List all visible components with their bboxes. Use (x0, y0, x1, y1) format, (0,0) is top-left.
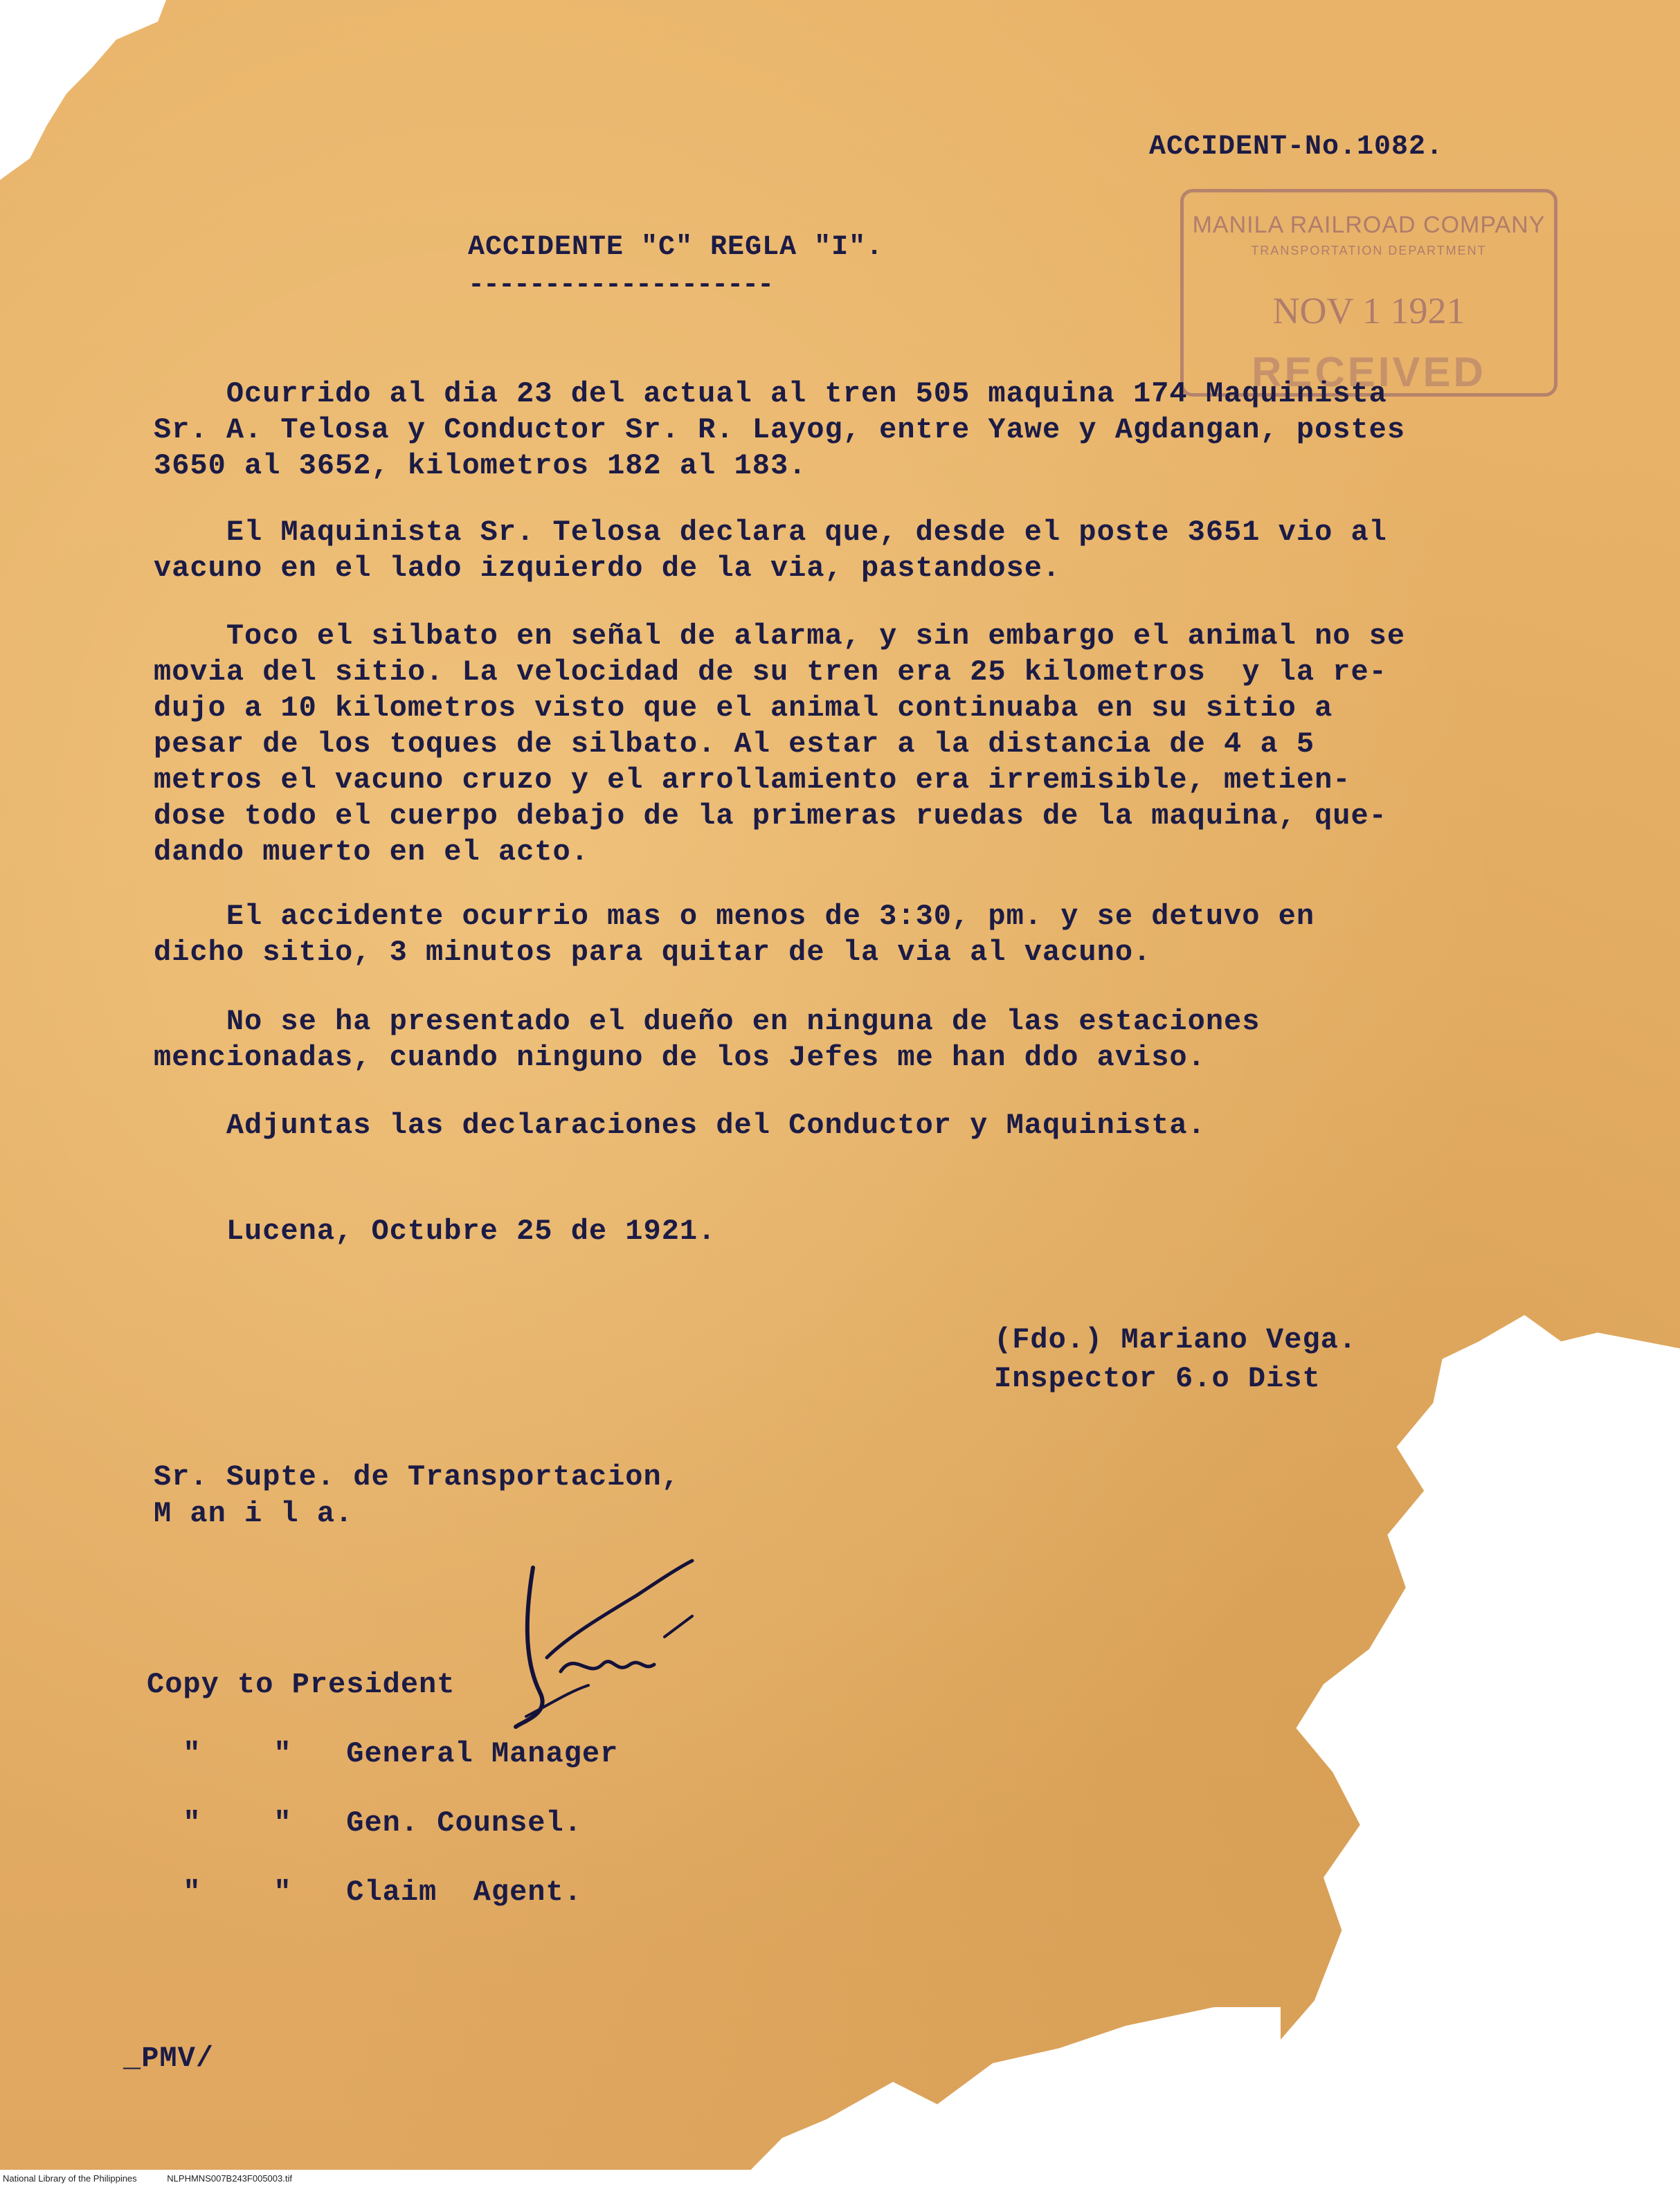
scan-footer (0, 2170, 1680, 2188)
copy-item: " " Gen. Counsel. (147, 1806, 582, 1840)
paragraph-1-line: Sr. A. Telosa y Conductor Sr. R. Layog, entre Yawe y Agdangan, postes (154, 413, 1406, 446)
document-heading: ACCIDENTE "C" REGLA "I". (468, 232, 884, 263)
paragraph-5-line: No se ha presentado el dueño en ninguna de las estaciones (154, 1005, 1261, 1038)
addressee-line-1: Sr. Supte. de Transportacion, (154, 1460, 680, 1494)
torn-edge-top-left (0, 0, 166, 180)
signed-by: (Fdo.) Mariano Vega. (994, 1323, 1357, 1357)
received-stamp (1180, 189, 1557, 397)
torn-edge-right (1232, 1315, 1680, 2194)
stamp-department: TRANSPORTATION DEPARTMENT (1251, 244, 1487, 257)
paragraph-2-line: El Maquinista Sr. Telosa declara que, desde el poste 3651 vio al (154, 516, 1387, 549)
handwritten-initials-icon (485, 1554, 713, 1748)
footer-file: NLPHMNS007B243F005003.tif (167, 2173, 292, 2184)
paragraph-2-line: vacuno en el lado izquierdo de la via, pastandose. (154, 552, 1061, 585)
stamp-date: NOV 1 1921 (1272, 290, 1465, 332)
copy-item: " " Claim Agent. (147, 1876, 582, 1909)
paragraph-5-line: mencionadas, cuando ninguno de los Jefes me han ddo aviso. (154, 1041, 1206, 1074)
paragraph-3-line: dose todo el cuerpo debajo de la primeras ruedas de la maquina, que- (154, 799, 1387, 833)
torn-edge-bottom (727, 2007, 1281, 2194)
paragraph-4-line: El accidente ocurrio mas o menos de 3:30, pm. y se detuvo en (154, 900, 1315, 933)
paragraph-1-line: 3650 al 3652, kilometros 182 al 183. (154, 449, 807, 482)
paragraph-3-line: dando muerto en el acto. (154, 835, 589, 869)
copy-to-president: Copy to President (147, 1668, 455, 1701)
heading-underline: -------------------- (468, 270, 773, 301)
footer-library: National Library of the Philippines (3, 2173, 137, 2184)
stamp-received: RECEIVED (1252, 349, 1486, 395)
accident-number: ACCIDENT-No.1082. (1149, 132, 1444, 163)
paragraph-3-line: Toco el silbato en señal de alarma, y sin embargo el animal no se (154, 619, 1406, 653)
paragraph-4-line: dicho sitio, 3 minutos para quitar de la via al vacuno. (154, 936, 1152, 969)
place-date: Lucena, Octubre 25 de 1921. (154, 1215, 716, 1248)
paragraph-3-line: pesar de los toques de silbato. Al estar a la distancia de 4 a 5 (154, 727, 1315, 761)
stamp-company: MANILA RAILROAD COMPANY (1192, 212, 1546, 238)
typist-initials: _PMV/ (123, 2042, 215, 2075)
addressee-line-2: M an i l a. (154, 1497, 354, 1530)
paragraph-3-line: movia del sitio. La velocidad de su tren era 25 kilometros y la re- (154, 655, 1387, 689)
paragraph-3-line: metros el vacuno cruzo y el arrollamiento era irremisible, metien- (154, 763, 1351, 797)
paragraph-6-line: Adjuntas las declaraciones del Conductor y Maquinista. (154, 1109, 1206, 1142)
signer-title: Inspector 6.o Dist (994, 1362, 1321, 1395)
paragraph-1-line: Ocurrido al dia 23 del actual al tren 505 maquina 174 Maquinista (154, 377, 1387, 410)
copy-item: " " General Manager (147, 1737, 619, 1770)
paragraph-3-line: dujo a 10 kilometros visto que el animal continuaba en su sitio a (154, 691, 1333, 725)
